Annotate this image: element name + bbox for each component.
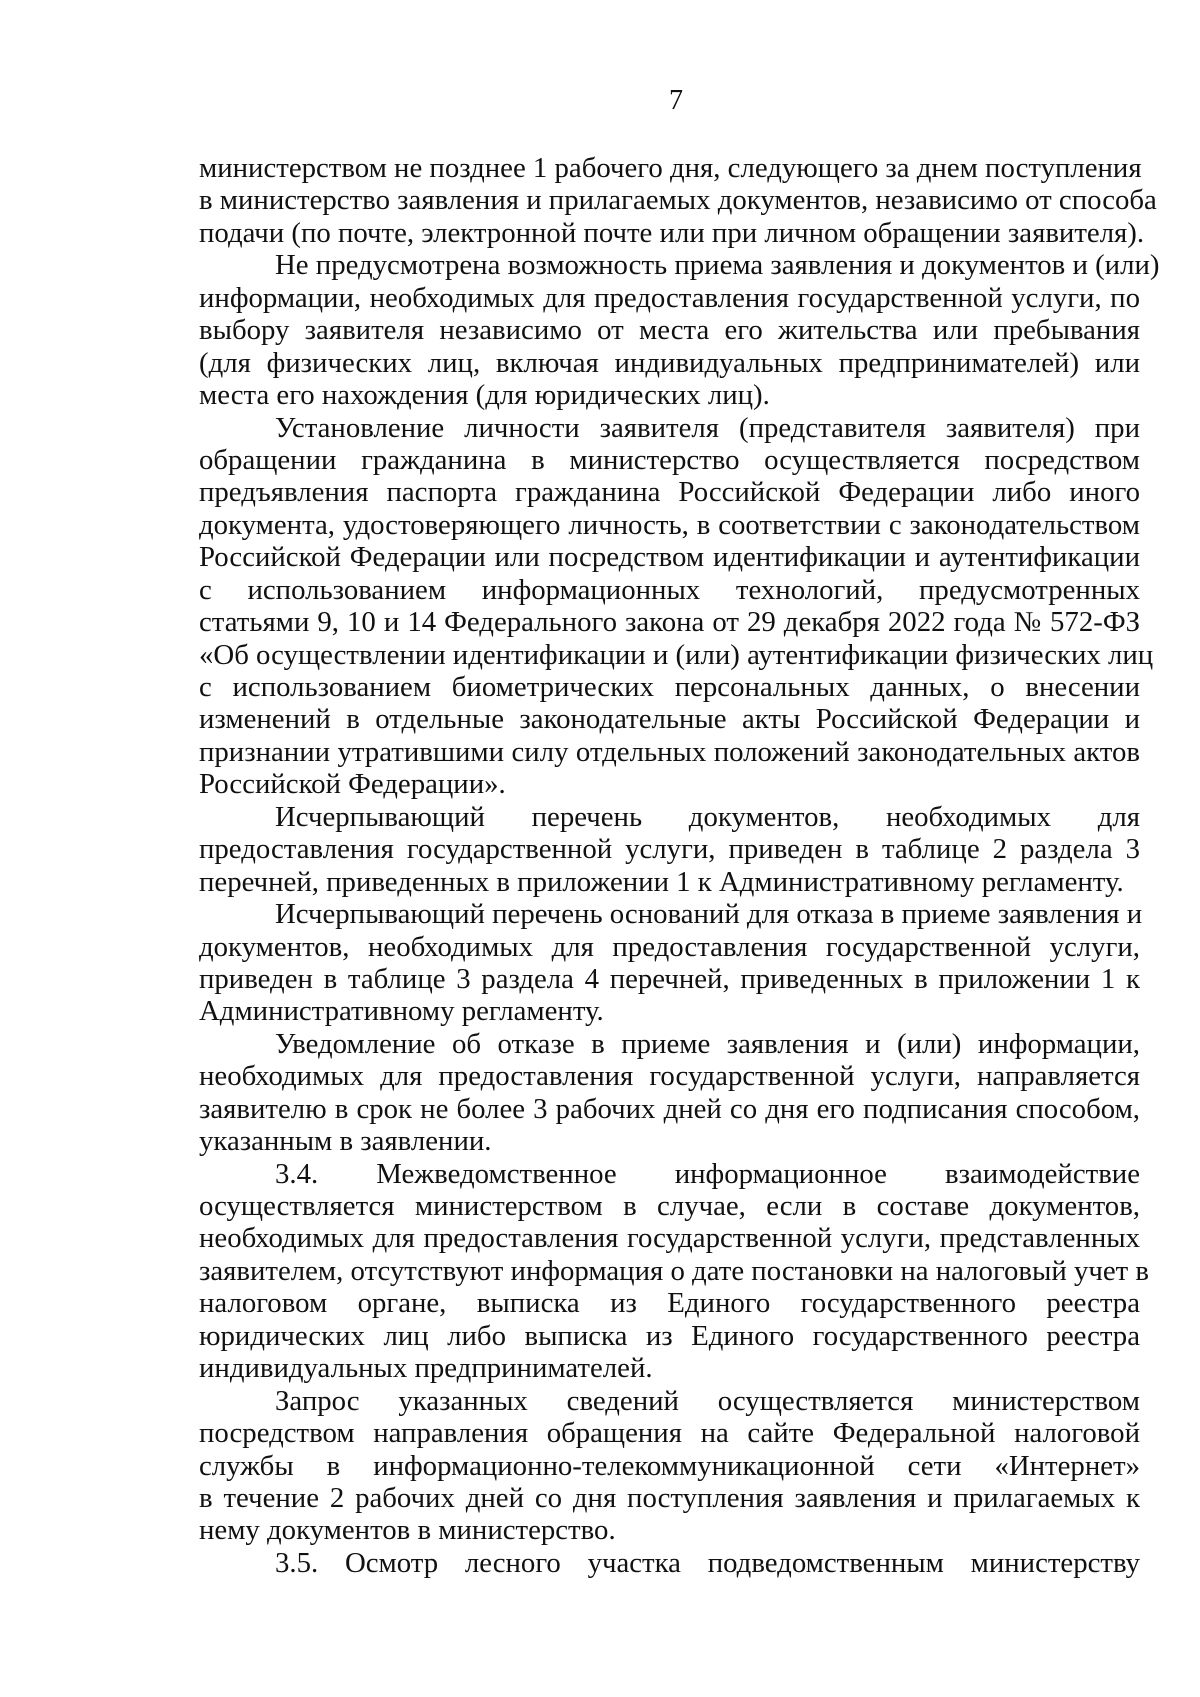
text-line: Установление личности заявителя (представителя заявителя) при bbox=[275, 411, 1140, 444]
text-line: статьями 9, 10 и 14 Федерального закона от 29 декабря 2022 года № 572-ФЗ bbox=[199, 606, 1140, 639]
text-line: Не предусмотрена возможность приема заявления и документов и (или) bbox=[275, 249, 1160, 282]
text-line: необходимых для предоставления государственной услуги, представленных bbox=[199, 1222, 1140, 1255]
text-line: Российской Федерации». bbox=[199, 768, 506, 801]
text-line: Запрос указанных сведений осуществляется министерством bbox=[275, 1384, 1140, 1417]
text-line: заявителю в срок не более 3 рабочих дней со дня его подписания способом, bbox=[199, 1092, 1140, 1125]
text-line: признании утратившими силу отдельных положений законодательных актов bbox=[199, 735, 1140, 768]
text-line: перечней, приведенных в приложении 1 к Административному регламенту. bbox=[199, 865, 1124, 898]
text-line: осуществляется министерством в случае, если в составе документов, bbox=[199, 1190, 1140, 1222]
text-line: выбору заявителя независимо от места его жительства или пребывания bbox=[199, 314, 1140, 347]
text-line: службы в информационно-телекоммуникационной сети «Интернет» bbox=[199, 1449, 1140, 1482]
text-line: индивидуальных предпринимателей. bbox=[199, 1352, 653, 1385]
text-line: с использованием информационных технологий, предусмотренных bbox=[199, 573, 1140, 606]
document-body bbox=[199, 152, 1160, 1579]
text-line: Российской Федерации или посредством идентификации и аутентификации bbox=[199, 541, 1140, 574]
text-line: подачи (по почте, электронной почте или при личном обращении заявителя). bbox=[199, 216, 1145, 249]
text-line: обращении гражданина в министерство осуществляется посредством bbox=[199, 443, 1140, 476]
text-line: в течение 2 рабочих дней со дня поступления заявления и прилагаемых к bbox=[199, 1481, 1140, 1514]
text-line: нему документов в министерство. bbox=[199, 1514, 616, 1547]
text-line: «Об осуществлении идентификации и (или) аутентификации физических лиц bbox=[199, 638, 1154, 671]
text-line: документа, удостоверяющего личность, в соответствии с законодательством bbox=[199, 508, 1140, 541]
text-line: Исчерпывающий перечень документов, необходимых для bbox=[275, 800, 1140, 833]
text-line: документов, необходимых для предоставления государственной услуги, bbox=[199, 930, 1140, 963]
text-line: министерством не позднее 1 рабочего дня, следующего за днем поступления bbox=[199, 152, 1142, 184]
text-line: заявителем, отсутствуют информация о дате постановки на налоговый учет в bbox=[199, 1254, 1150, 1287]
text-line: с использованием биометрических персональных данных, о внесении bbox=[199, 671, 1140, 703]
text-line: налоговом органе, выписка из Единого государственного реестра bbox=[199, 1287, 1140, 1320]
text-line: необходимых для предоставления государственной услуги, направляется bbox=[199, 1060, 1140, 1093]
page-number: 7 bbox=[669, 85, 683, 116]
text-line: информации, необходимых для предоставления государственной услуги, по bbox=[199, 281, 1140, 314]
text-line: предъявления паспорта гражданина Российской Федерации либо иного bbox=[199, 476, 1140, 509]
text-line: Исчерпывающий перечень оснований для отказа в приеме заявления и bbox=[275, 898, 1143, 931]
text-line: юридических лиц либо выписка из Единого государственного реестра bbox=[199, 1319, 1140, 1352]
text-line: посредством направления обращения на сайте Федеральной налоговой bbox=[199, 1417, 1140, 1450]
text-line: предоставления государственной услуги, приведен в таблице 2 раздела 3 bbox=[199, 833, 1140, 866]
text-line: места его нахождения (для юридических лиц). bbox=[199, 379, 770, 412]
text-line: указанным в заявлении. bbox=[199, 1125, 492, 1158]
text-line: (для физических лиц, включая индивидуальных предпринимателей) или bbox=[199, 346, 1140, 379]
text-line: Уведомление об отказе в приеме заявления и (или) информации, bbox=[275, 1027, 1140, 1060]
text-line: 3.5. Осмотр лесного участка подведомственным министерству bbox=[275, 1546, 1140, 1579]
text-line: 3.4. Межведомственное информационное взаимодействие bbox=[275, 1157, 1140, 1190]
text-line: Административному регламенту. bbox=[199, 995, 604, 1028]
text-line: приведен в таблице 3 раздела 4 перечней, приведенных в приложении 1 к bbox=[199, 962, 1140, 995]
text-line: изменений в отдельные законодательные акты Российской Федерации и bbox=[199, 703, 1140, 736]
text-line: в министерство заявления и прилагаемых документов, независимо от способа bbox=[199, 184, 1157, 217]
